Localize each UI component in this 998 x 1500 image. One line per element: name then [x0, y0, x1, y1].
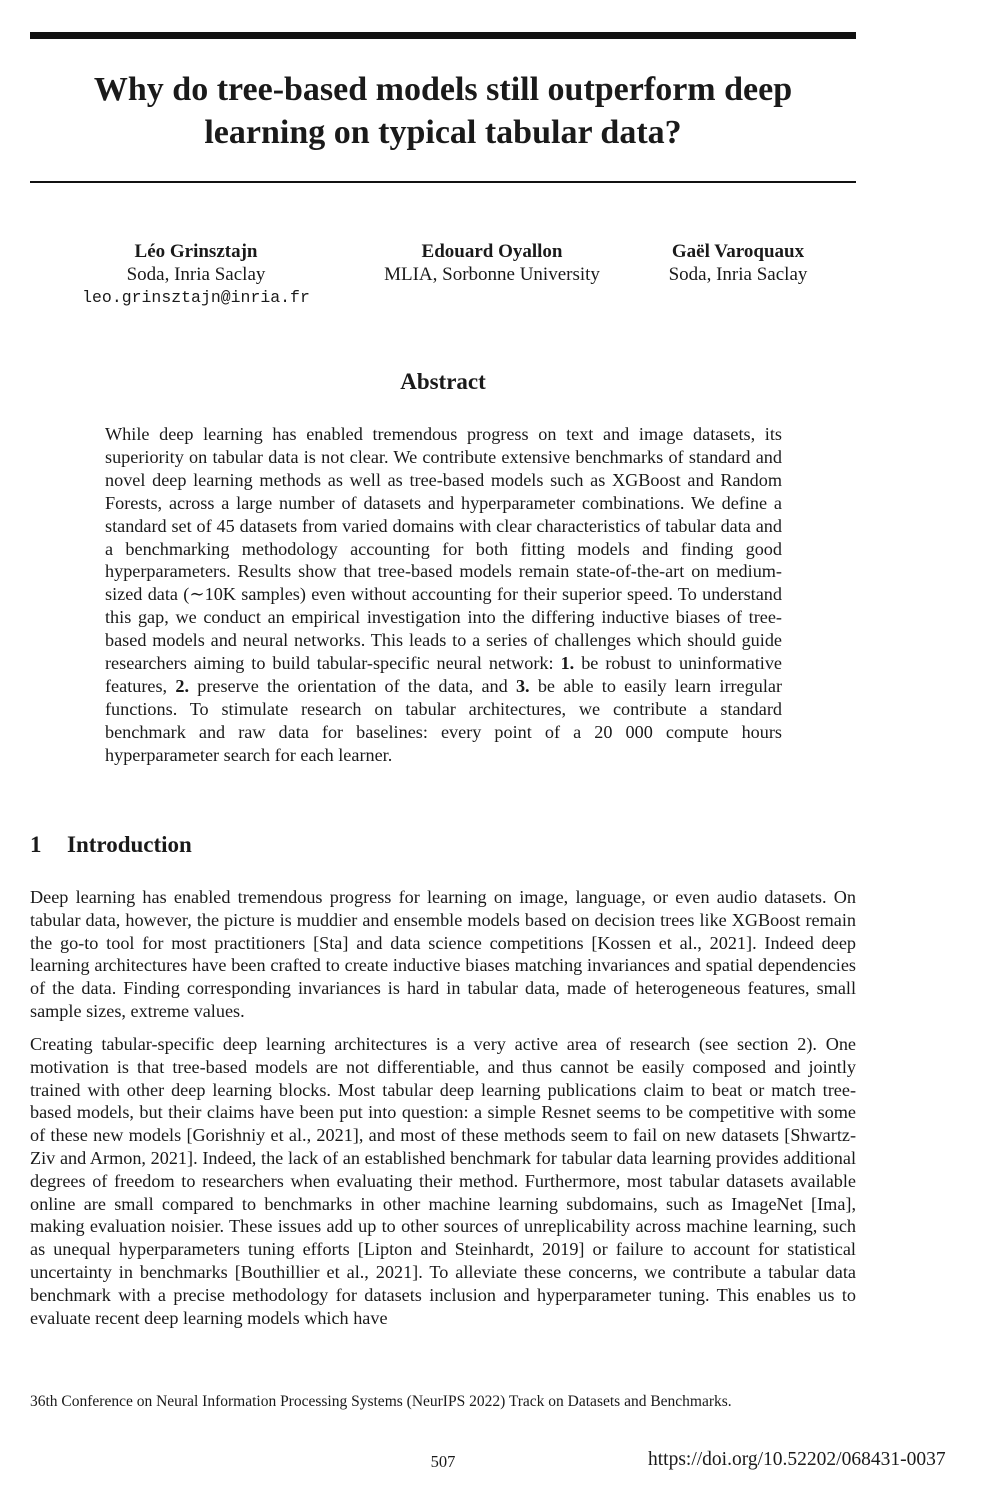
author-affiliation: Soda, Inria Saclay — [126, 264, 266, 285]
challenge-marker-2: 2. — [175, 675, 189, 696]
challenge-marker-3: 3. — [515, 675, 530, 696]
abstract-text — [105, 423, 782, 767]
section-heading — [30, 830, 192, 860]
page-number: 507 — [430, 1452, 456, 1471]
author-block-3 — [655, 240, 821, 286]
author-affiliation: Soda, Inria Saclay — [668, 264, 808, 285]
intro-paragraph-1: Deep learning has enabled tremendous progress for learning on image, language, or even audio datasets. On tabular data, however, the picture is muddier and ensemble models based on decision trees like XGBoost remain the go-to tool for most practitioners [Sta] and data science competitions [Kossen et al., 2021]. Indeed deep learning architectures have been crafted to create inductive biases matching invariances and spatial dependencies of the data. Finding corresponding invariances is hard in tabular data, made of heterogeneous features, small sample sizes, extreme values. — [30, 887, 856, 1021]
abstract-part-4: be able to easily learn irregular functions. To stimulate research on tabular architectures, we contribute a standard benchmark and raw data for baselines: every point of a 20 000 compute hours hyperparameter search for each learner. — [105, 675, 782, 765]
abstract-part-1: While deep learning has enabled tremendous progress on text and image datasets, its superiority on tabular data is not clear. We contribute extensive benchmarks of standard and novel deep learning methods as well as tree-based models such as XGBoost and Random Forests, across a large number of datasets and hyperparameter combinations. We define a standard set of 45 datasets from varied domains with clear characteristics of tabular data and a benchmarking methodology accounting for both fitting models and finding good hyperparameters. Results show that tree-based models remain state-of-the-art on medium-sized data (∼10K samples) even without accounting for their superior speed. To understand this gap, we conduct an empirical investigation into the differing inductive biases of tree-based models and neural networks. This leads to a series of challenges which should guide researchers aiming to build tabular-specific neural network: — [105, 424, 782, 674]
author-email[interactable]: leo.grinsztajn@inria.fr — [82, 288, 310, 307]
author-name: Léo Grinsztajn — [134, 241, 258, 262]
abstract-part-3: preserve the orientation of the data, and — [188, 675, 516, 696]
intro-paragraph-2: Creating tabular-specific deep learning architectures is a very active area of research (see section 2). One motivation is that tree-based models are not differentiable, and thus cannot be easily composed and jointly trained with other deep learning blocks. Most tabular deep learning publications claim to beat or match tree-based models, but their claims have been put into question: a simple Resnet seems to be competitive with some of these new models [Gorishniy et al., 2021], and most of these methods seem to fail on new datasets [Shwartz-Ziv and Armon, 2021]. Indeed, the lack of an established benchmark for tabular data learning provides additional degrees of freedom to researchers when evaluating their method. Furthermore, most tabular datasets available online are small compared to benchmarks in other machine learning subdomains, such as ImageNet [Ima], making evaluation noisier. These issues add up to other sources of unreplicability across machine learning, such as unequal hyperparameters tuning efforts [Lipton and Steinhardt, 2019] or failure to account for statistical uncertainty in benchmarks [Bouthillier et al., 2021]. To alleviate these concerns, we contribute a tabular data benchmark with a precise methodology for datasets inclusion and hyperparameter tuning. This enables us to evaluate recent deep learning models which have — [30, 1034, 856, 1328]
section-title: Introduction — [67, 832, 192, 857]
author-block-1 — [62, 240, 330, 309]
title-bottom-rule — [30, 181, 856, 183]
paper-title — [30, 68, 856, 154]
conference-footnote: 36th Conference on Neural Information Processing Systems (NeurIPS 2022) Track on Datasets and Benchmarks. — [30, 1393, 732, 1410]
author-name: Gaël Varoquaux — [671, 241, 805, 262]
doi-link[interactable]: https://doi.org/10.52202/068431-0037 — [648, 1449, 946, 1470]
challenge-marker-1: 1. — [560, 653, 575, 674]
top-rule — [30, 32, 856, 39]
author-name: Edouard Oyallon — [421, 241, 563, 262]
title-line-2: learning on typical tabular data? — [204, 114, 682, 151]
title-line-1: Why do tree-based models still outperform deep — [93, 71, 793, 108]
author-affiliation: MLIA, Sorbonne University — [384, 264, 600, 285]
abstract-heading: Abstract — [400, 369, 486, 394]
abstract-part-2: be robust to uninformative features, — [105, 653, 782, 696]
author-block-2 — [366, 240, 618, 286]
section-number: 1 — [30, 832, 42, 857]
